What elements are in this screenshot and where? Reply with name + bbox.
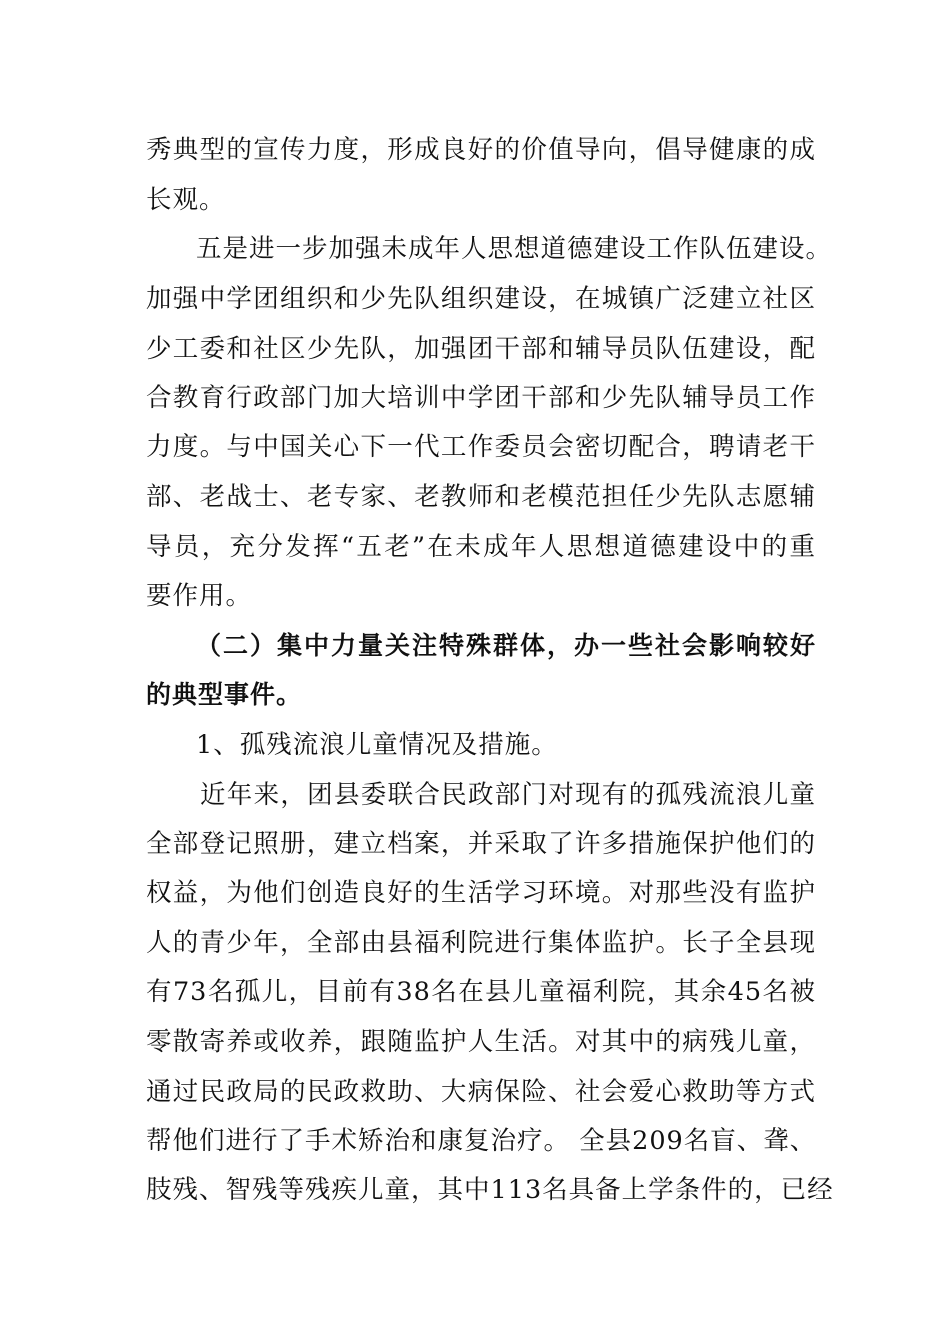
section-heading-line: （二）集中力量关注特殊群体，办一些社会影响较好	[196, 631, 816, 660]
text-line: 秀典型的宣传力度，形成良好的价值导向，倡导健康的成	[146, 135, 816, 165]
text-line: 少工委和社区少先队，加强团干部和辅导员队伍建设，配	[146, 334, 816, 364]
text-line: 合教育行政部门加大培训中学团干部和少先队辅导员工作	[146, 383, 816, 413]
subheading-line: 1、孤残流浪儿童情况及措施。	[196, 730, 558, 760]
text-line: 人的青少年，全部由县福利院进行集体监护。长子全县现	[146, 928, 816, 958]
text-line: 全部登记照册，建立档案，并采取了许多措施保护他们的	[146, 829, 816, 859]
text-line: 力度。与中国关心下一代工作委员会密切配合，聘请老干	[146, 432, 816, 462]
text-line: 长观。	[146, 185, 226, 215]
text-line: 部、老战士、老专家、老教师和老模范担任少先队志愿辅	[146, 482, 816, 512]
text-line: 导员，充分发挥“五老”在未成年人思想道德建设中的重	[146, 532, 816, 562]
text-line: 加强中学团组织和少先队组织建设，在城镇广泛建立社区	[146, 284, 816, 314]
section-heading-line: 的典型事件。	[146, 680, 303, 709]
text-line: 通过民政局的民政救助、大病保险、社会爱心救助等方式	[146, 1077, 816, 1107]
text-line: 帮他们进行了手术矫治和康复治疗。 全县209名盲、聋、	[146, 1126, 817, 1156]
text-line: 有73名孤儿，目前有38名在县儿童福利院，其余45名被	[146, 977, 816, 1007]
text-line: 近年来，团县委联合民政部门对现有的孤残流浪儿童	[200, 780, 816, 810]
text-line: 五是进一步加强未成年人思想道德建设工作队伍建设。	[196, 234, 833, 264]
text-line: 肢残、智残等残疾儿童，其中113名具备上学条件的，已经	[146, 1175, 834, 1205]
text-line: 要作用。	[146, 581, 253, 611]
text-line: 零散寄养或收养，跟随监护人生活。对其中的病残儿童，	[146, 1027, 816, 1057]
text-line: 权益，为他们创造良好的生活学习环境。对那些没有监护	[146, 878, 816, 908]
